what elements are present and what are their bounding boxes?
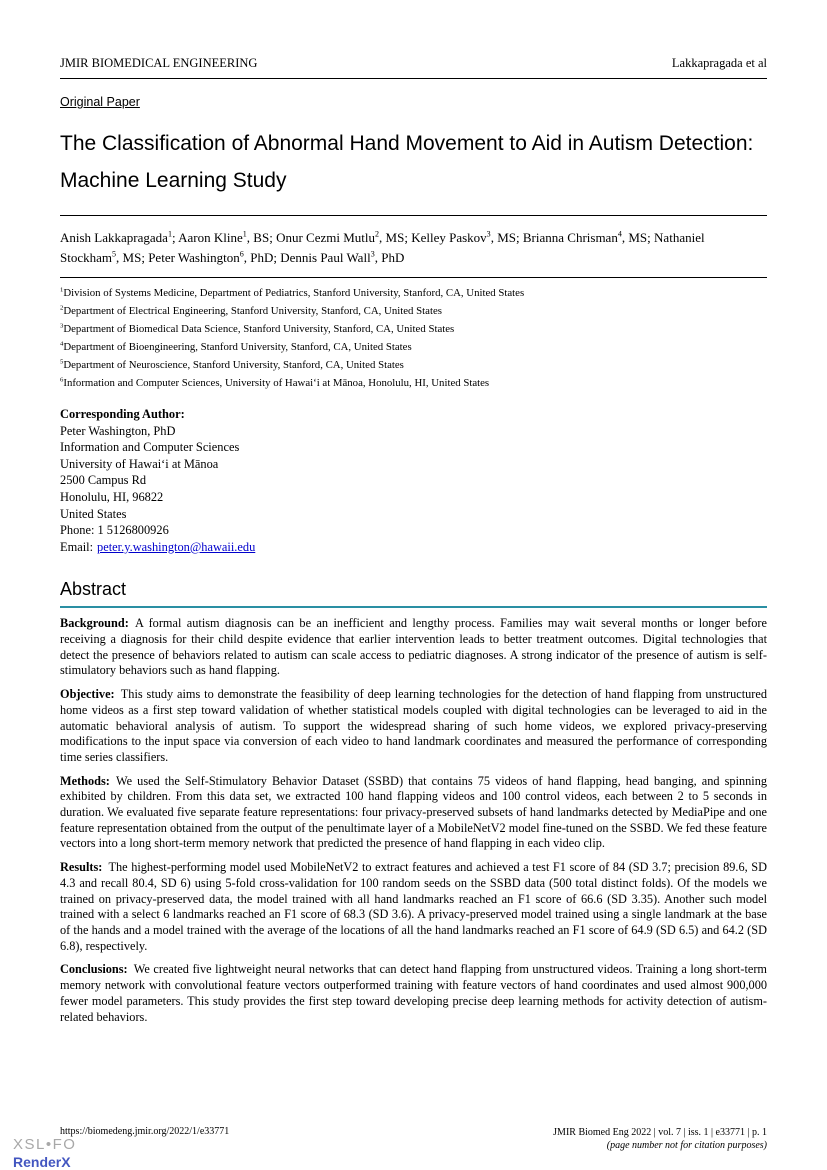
abstract-section-label: Background: [60,616,129,631]
paper-page [60,56,767,1025]
renderx-logo [13,1136,76,1170]
corresponding-line: University of Hawai‘i at Mānoa [60,456,219,471]
footer-citation: JMIR Biomed Eng 2022 | vol. 7 | iss. 1 | e33771 | p. 1 [553,1127,767,1138]
abstract-section-label: Methods: [60,773,110,788]
affiliation: $^3$Department of Biomedical Data Science, Stanford University, Stanford, CA, United States [60,322,455,335]
corresponding-author-label: Corresponding Author: [60,407,185,421]
affiliation-number: 3 [60,322,64,330]
affiliation: $^6$Information and Computer Sciences, University of Hawai‘i at Mānoa, Honolulu, HI, United States [60,376,490,389]
abstract-paragraph: Objective: This study aims to demonstrate the feasibility of deep learning technologies for the detection of hand flapping from unstructured home videos as a first step toward validation of whether statistical models coupled with digital technologies can be leveraged to aid in the automatic behavioral analysis of autism. To support the widespread sharing of such home videos, we explored privacy-preserving modifications to the input space via conversion of each video to hand landmark coordinates and measured the performance of corresponding time series classifiers. [60,687,767,764]
corresponding-author-block [60,406,767,555]
page-header [60,56,767,79]
corresponding-line: United States [60,506,127,521]
affiliations [60,284,767,392]
email-label: Email: [60,539,94,554]
author-affiliation-ref: 3 [486,229,491,239]
footer-note: (page number not for citation purposes) [606,1140,767,1151]
affiliation-number: 4 [60,340,64,348]
abstract-paragraph: Background: A formal autism diagnosis can be an inefficient and lengthy process. Families may wait several months or longer before receiving a diagnosis for their child despite evidence that earlier intervention leads to better treatment outcomes. Digital technologies that detect the presence of behaviors related to autism can scale access to pediatric diagnoses. A strong indicator of the presence of autism is self-stimulatory behaviors such as hand flapping. [60,616,767,678]
author: Nathaniel Stockham$^5$, MS [60,230,705,265]
email-link[interactable]: peter.y.washington@hawaii.edu [97,539,256,554]
author: Onur Cezmi Mutlu$^2$, MS [276,229,405,245]
abstract-sections [60,616,767,1025]
author: Peter Washington$^6$, PhD [148,249,274,265]
abstract-section-label: Conclusions: [60,962,128,977]
authors-line: Anish Lakkapragada$^1$; Aaron Kline$^1$, BS; Onur Cezmi Mutlu$^2$, MS; Kelley Paskov$^3$, MS; Brianna Chrisman$^4$, MS; Nathaniel Stockham$^5$, MS; Peter Washington$^6$, PhD; Dennis Paul Wall$^3$, PhD [60,229,705,265]
corresponding-line: Phone: 1 5126800926 [60,523,169,538]
page-title: The Classification of Abnormal Hand Movement to Aid in Autism Detection: Machine Learning Study [60,132,754,192]
corresponding-line: Honolulu, HI, 96822 [60,489,164,504]
author: Kelley Paskov$^3$, MS [411,229,516,245]
author-affiliation-ref: 3 [370,249,375,259]
affiliation: $^1$Division of Systems Medicine, Department of Pediatrics, Stanford University, Stanford, CA, United States [60,286,525,299]
abstract-paragraph: Conclusions: We created five lightweight neural networks that can detect hand flapping from unstructured videos. Training a long short-term memory network with convolutional feature vectors outperformed training with feature vectors of hand coordinates and used almost 900,000 fewer model parameters. This study provides the first step toward developing precise deep learning methods for activity detection of autism-related behaviors. [60,962,767,1024]
corresponding-lines [60,423,767,539]
author-affiliation-ref: 4 [617,229,622,239]
affiliation-number: 2 [60,304,64,312]
author: Aaron Kline$^1$, BS [178,229,270,245]
journal-name: JMIR BIOMEDICAL ENGINEERING [60,56,258,70]
author: Dennis Paul Wall$^3$, PhD [280,249,405,265]
abstract-paragraph: Methods: We used the Self-Stimulatory Behavior Dataset (SSBD) that contains 75 videos of hand flapping, head banging, and spinning exhibited by children. From this data set, we extracted 100 hand flapping videos and 100 control videos, each between 2 to 5 seconds in duration. We evaluated five separate feature representations: four privacy-preserved subsets of hand landmarks detected by MediaPipe and one feature representation obtained from the output of the penultimate layer of a MobileNetV2 model fine-tuned on the SSBD. We fed these feature vectors into a long short-term memory network that predicted the presence of hand flapping in each video clip. [60,773,767,851]
footer-citation-block [553,1126,767,1152]
article-type-label: Original Paper [60,95,140,109]
title-divider [60,215,767,216]
corresponding-line: Information and Computer Sciences [60,440,240,455]
footer-url: https://biomedeng.jmir.org/2022/1/e33771 [60,1126,230,1137]
author-affiliation-ref: 5 [112,249,117,259]
author-affiliation-ref: 6 [239,249,244,259]
abstract-heading: Abstract [60,579,767,608]
corresponding-line: Peter Washington, PhD [60,423,176,438]
renderx-logo-text: RenderX [13,1154,71,1170]
abstract-section-label: Objective: [60,687,115,702]
author: Brianna Chrisman$^4$, MS [522,229,648,245]
author-affiliation-ref: 2 [375,229,380,239]
affiliation-number: 6 [60,376,64,384]
affiliations-divider [60,277,767,278]
affiliation: $^5$Department of Neuroscience, Stanford University, Stanford, CA, United States [60,358,404,371]
abstract-section-label: Results: [60,860,103,875]
email-line [60,539,767,556]
affiliation-number: 1 [60,286,64,294]
author: Anish Lakkapragada$^1$ [60,229,172,245]
abstract-paragraph: Results: The highest-performing model used MobileNetV2 to extract features and achieved a test F1 score of 84 (SD 3.7; precision 89.6, SD 4.3 and recall 80.4, SD 6) using 5-fold cross-validation for 100 random seeds on the SSBD data (500 total distinct folds). Of the models we trained on privacy-preserved data, the model trained with all hand landmarks reached an F1 score of 66.6 (SD 3.35). Another such model trained with a select 6 landmarks reached an F1 score of 68.3 (SD 3.6). A privacy-preserved model trained using a single landmark at the base of the hands and a model trained with the average of the locations of all the hand landmarks reached an F1 score of 64.9 (SD 6.5) and 64.2 (SD 6.8), respectively. [60,860,767,953]
footer [60,1126,767,1152]
affiliation: $^2$Department of Electrical Engineering, Stanford University, Stanford, CA, United States [60,304,442,317]
corresponding-line: 2500 Campus Rd [60,473,147,488]
xslfo-logo-text: XSL•FO [13,1136,77,1153]
affiliation: $^4$Department of Bioengineering, Stanford University, Stanford, CA, United States [60,340,412,353]
affiliation-number: 5 [60,358,64,366]
author-affiliation-ref: 1 [167,229,172,239]
author-affiliation-ref: 1 [242,229,247,239]
running-authors: Lakkapragada et al [671,56,767,70]
